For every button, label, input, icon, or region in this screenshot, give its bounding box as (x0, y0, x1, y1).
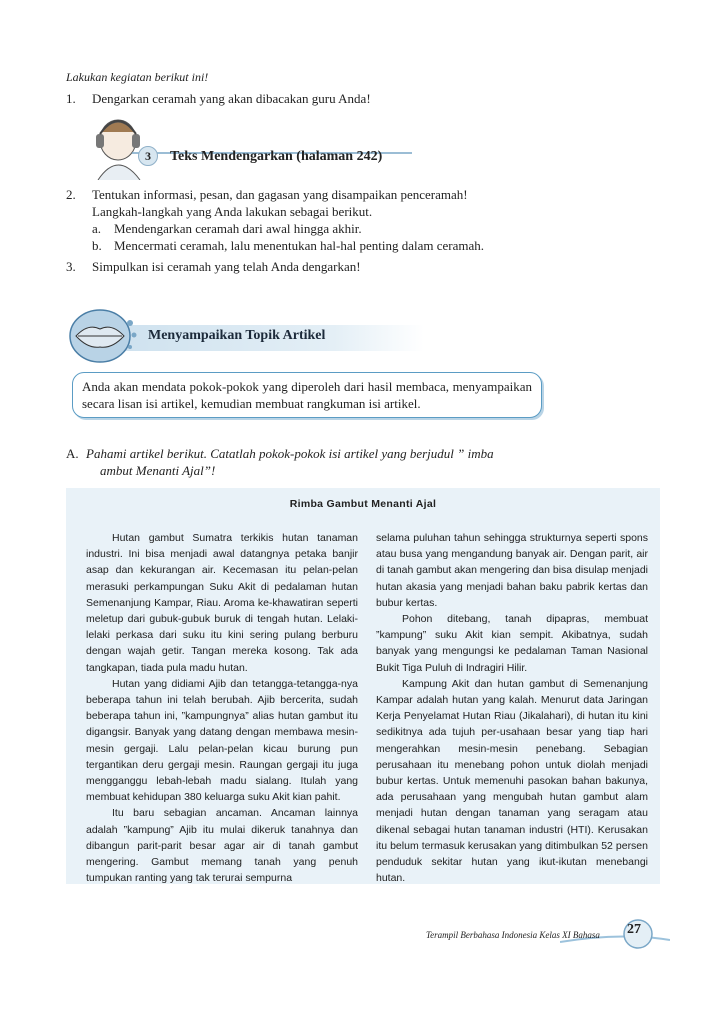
task-a-label: A. (66, 446, 79, 461)
step-2-number: 2. (66, 187, 76, 202)
article-paragraph: Hutan yang didiami Ajib dan tetangga-tetangga-nya beberapa tahun ini telah berubah. Ajib bercerita, sudah beberapa tahun ini, ”kampungnya” alias hutan gambut itu digangsir. Banyak yang datang dengan membawa mesin-mesin gergaji. Lalu pelan-pelan kicau burung pun tergantikan deru gergaji mesin. Raungan gergaji itu juga mengganggu lebah-lebah madu sialang. Itulah yang membuat kehidupan 380 keluarga suku Akit kian pahit. (86, 677, 358, 804)
article-paragraph: Itu baru sebagian ancaman. Ancaman lainnya adalah ”kampung” Ajib itu mulai dikeruk tanahnya dan dibangun parit-parit besar agar air di tanah gambut mengering. Gambut memang tanah yang penuh tumpukan ranting yang tak terurai sempurna (86, 807, 358, 885)
article-title: Rimba Gambut Menanti Ajal (289, 498, 437, 510)
listening-number-badge: 3 (138, 146, 158, 166)
article-paragraph: Pohon ditebang, tanah dipapras, membuat ”kampung” suku Akit kian sempit. Akibatnya, sudah banyak yang mengungsi ke pedalaman Taman Nasional Bukit Tiga Puluh di Indragiri Hilir. (376, 613, 648, 674)
step-3 (66, 258, 361, 275)
listening-title: Teks Mendengarkan (halaman 242) (170, 149, 383, 164)
step-2-a: a. Mendengarkan ceramah dari awal hingga akhir. (92, 221, 362, 236)
section-title: Menyampaikan Topik Artikel (148, 328, 326, 343)
listening-student-illustration (92, 110, 412, 180)
article-paragraph: Hutan gambut Sumatra terkikis hutan tanaman industri. Ini bisa menjadi awal datangnya petaka banjir asap dan kekurangan air. Kecemasan itu pelan-pelan merasuki perkampungan Suku Akit di pedalaman hutan Semenanjung Kampar, Riau. Aroma ke-khawatiran seperti meletup dari gubuk-gubuk buruk di tengah hutan. Lelaki-lelaki perkasa dari suku itu kini sering pulang berburu dengan wajah getir. Tangan mereka kosong. Tak ada tangkapan, tiada pula madu hutan. (86, 532, 358, 674)
article-column-1 (86, 530, 358, 886)
step-1-number: 1. (66, 91, 76, 106)
step-3-number: 3. (66, 259, 76, 274)
task-a-line1: Pahami artikel berikut. Catatlah pokok-pokok isi artikel yang berjudul ” imba (86, 446, 494, 461)
page-number: 27 (627, 922, 641, 937)
task-a-line2: ambut Menanti Ajal”! (100, 463, 216, 478)
task-a (66, 445, 522, 479)
step-1-text: Dengarkan ceramah yang akan dibacakan guru Anda! (92, 91, 371, 106)
step-2-text2: Langkah-langkah yang Anda lakukan sebagai berikut. (92, 204, 373, 219)
step-2-text: Tentukan informasi, pesan, dan gagasan yang disampaikan penceramah! (92, 187, 468, 202)
article-column-2 (376, 530, 648, 886)
step-1 (66, 90, 371, 107)
step-2-b: b. Mencermati ceramah, lalu menentukan hal-hal penting dalam ceramah. (92, 238, 484, 253)
info-box: Anda akan mendata pokok-pokok yang diperoleh dari hasil membaca, menyampaikan secara lisan isi artikel, kemudian membuat rangkuman isi artikel. (72, 372, 542, 418)
listening-heading (138, 146, 382, 166)
step-3-text: Simpulkan isi ceramah yang telah Anda dengarkan! (92, 259, 361, 274)
step-2 (66, 186, 586, 254)
instruction-intro: Lakukan kegiatan berikut ini! (66, 70, 209, 84)
section-banner (66, 305, 686, 367)
article-paragraph: selama puluhan tahun sehingga strukturnya seperti spons atau busa yang mengandung banyak air. Dengan parit, air di tanah gambut akan mengering dan bisa disulap menjadi hutan akasia yang menjadi bahan baku pabrik kertas dan bubur kertas. (376, 532, 649, 609)
lips-icon (66, 305, 146, 367)
article-panel (66, 488, 660, 884)
article-paragraph: Kampung Akit dan hutan gambut di Semenanjung Kampar adalah hutan yang kalah. Menurut data Jaringan Kerja Penyelamat Hutan Riau (Jikalahari), di hutan itu kini sedikitnya ada tujuh per-usahaan besar yang tiap hari mengerahkan mesin-mesin penebang. Sebagian perusahaan itu menebang pohon untuk diolah menjadi bubur kertas. Untuk memenuhi pasokan bahan bakunya, ada perusahaan yang mengubah hutan gambut alam menjadi hutan dengan tanaman yang seragam atau dikenal sebagai hutan tanaman industri (HTI). Kerusakan itu belum termasuk kerusakan yang ditimbulkan 52 persen penduduk sekitar hutan yang ikut-ikutan menebangi hutan. (376, 677, 648, 885)
book-title-footer: Terampil Berbahasa Indonesia Kelas XI Bahasa (426, 930, 600, 940)
